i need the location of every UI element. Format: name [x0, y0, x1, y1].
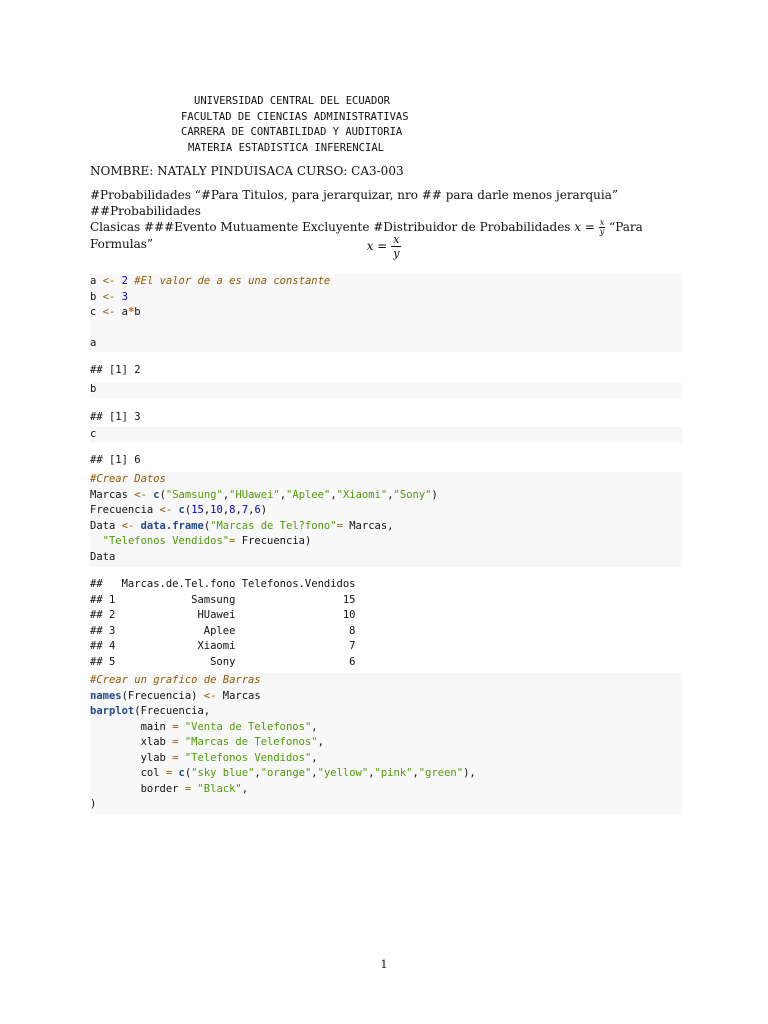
display-formula-lhs: x = [366, 239, 388, 253]
code-line: barplot(Frecuencia, [90, 705, 211, 717]
intro-text-1: #Probabilidades “#Para Titulos, para jerarquizar, nro ## para darle menos jerarquia” ##Probabilidades [90, 188, 618, 218]
code-line: "Telefonos Vendidos"= Frecuencia) [102, 535, 312, 547]
code-line: b <- 3 [90, 290, 128, 303]
intro-text-2: Clasicas ###Evento Mutuamente Excluyente #Distribuidor de Probabilidades [90, 220, 575, 234]
header-line-subject: MATERIA ESTADISTICA INFERENCIAL [188, 141, 384, 154]
code-chunk-barplot [90, 673, 682, 814]
code-line: #Crear Datos [90, 473, 166, 485]
table-row: ## 4 Xiaomi 7 [90, 640, 356, 652]
document-header [0, 94, 768, 156]
inline-fraction-numerator: x [599, 218, 605, 227]
code-line: ) [90, 798, 97, 810]
code-line: Data [90, 550, 116, 563]
code-line: Marcas <- c("Samsung","HUawei","Aplee","Xiaomi","Sony") [90, 488, 438, 501]
code-chunk-variables [90, 274, 682, 352]
code-chunk-b: b [90, 382, 682, 398]
page-number: 1 [380, 958, 388, 971]
table-row: ## 2 HUawei 10 [90, 609, 356, 621]
code-line: c <- a*b [90, 306, 141, 318]
code-line: main = "Venta de Telefonos", [90, 720, 318, 733]
code-line: border = "Black", [90, 782, 249, 795]
header-line-faculty: FACULTAD DE CIENCIAS ADMINISTRATIVAS [181, 110, 409, 123]
display-fraction-numerator: x [393, 232, 400, 246]
code-line: col = c("sky blue","orange","yellow","pink","green"), [90, 767, 476, 779]
code-chunk-c: c [90, 427, 682, 443]
table-row: ## 3 Aplee 8 [90, 624, 356, 637]
header-line-career: CARRERA DE CONTABILIDAD Y AUDITORIA [181, 126, 403, 138]
code-line: names(Frecuencia) <- Marcas [90, 689, 261, 702]
output-c: ## [1] 6 [90, 454, 141, 466]
table-header: ## Marcas.de.Tel.fono Telefonos.Vendidos [90, 578, 356, 590]
code-line: xlab = "Marcas de Telefonos", [90, 736, 324, 748]
code-line: Data <- data.frame("Marcas de Tel?fono"= Marcas, [90, 519, 394, 532]
code-line: ylab = "Telefonos Vendidos", [90, 751, 318, 764]
display-fraction-denominator: y [393, 246, 400, 260]
code-line: #Crear un grafico de Barras [90, 674, 261, 686]
code-line: a [90, 337, 97, 349]
inline-math-x: x [574, 220, 582, 234]
display-fraction [391, 233, 401, 260]
inline-fraction-denominator: y [599, 227, 605, 236]
code-line [90, 321, 682, 337]
output-b: ## [1] 3 [90, 411, 141, 423]
output-dataframe [90, 577, 682, 670]
intro-text-3: “Para Formulas” [90, 220, 643, 251]
inline-math-eq: = [581, 220, 599, 234]
code-line: a <- 2 #El valor de a es una constante [90, 275, 331, 287]
code-chunk-data [90, 472, 682, 567]
header-line-university: UNIVERSIDAD CENTRAL DEL ECUADOR [194, 95, 390, 107]
code-line: Frecuencia <- c(15,10,8,7,6) [90, 504, 268, 516]
table-row: ## 5 Sony 6 [90, 655, 356, 668]
student-name-line: NOMBRE: NATALY PINDUISACA CURSO: CA3-003 [90, 164, 404, 178]
output-a: ## [1] 2 [90, 364, 141, 376]
table-row: ## 1 Samsung 15 [90, 593, 356, 606]
